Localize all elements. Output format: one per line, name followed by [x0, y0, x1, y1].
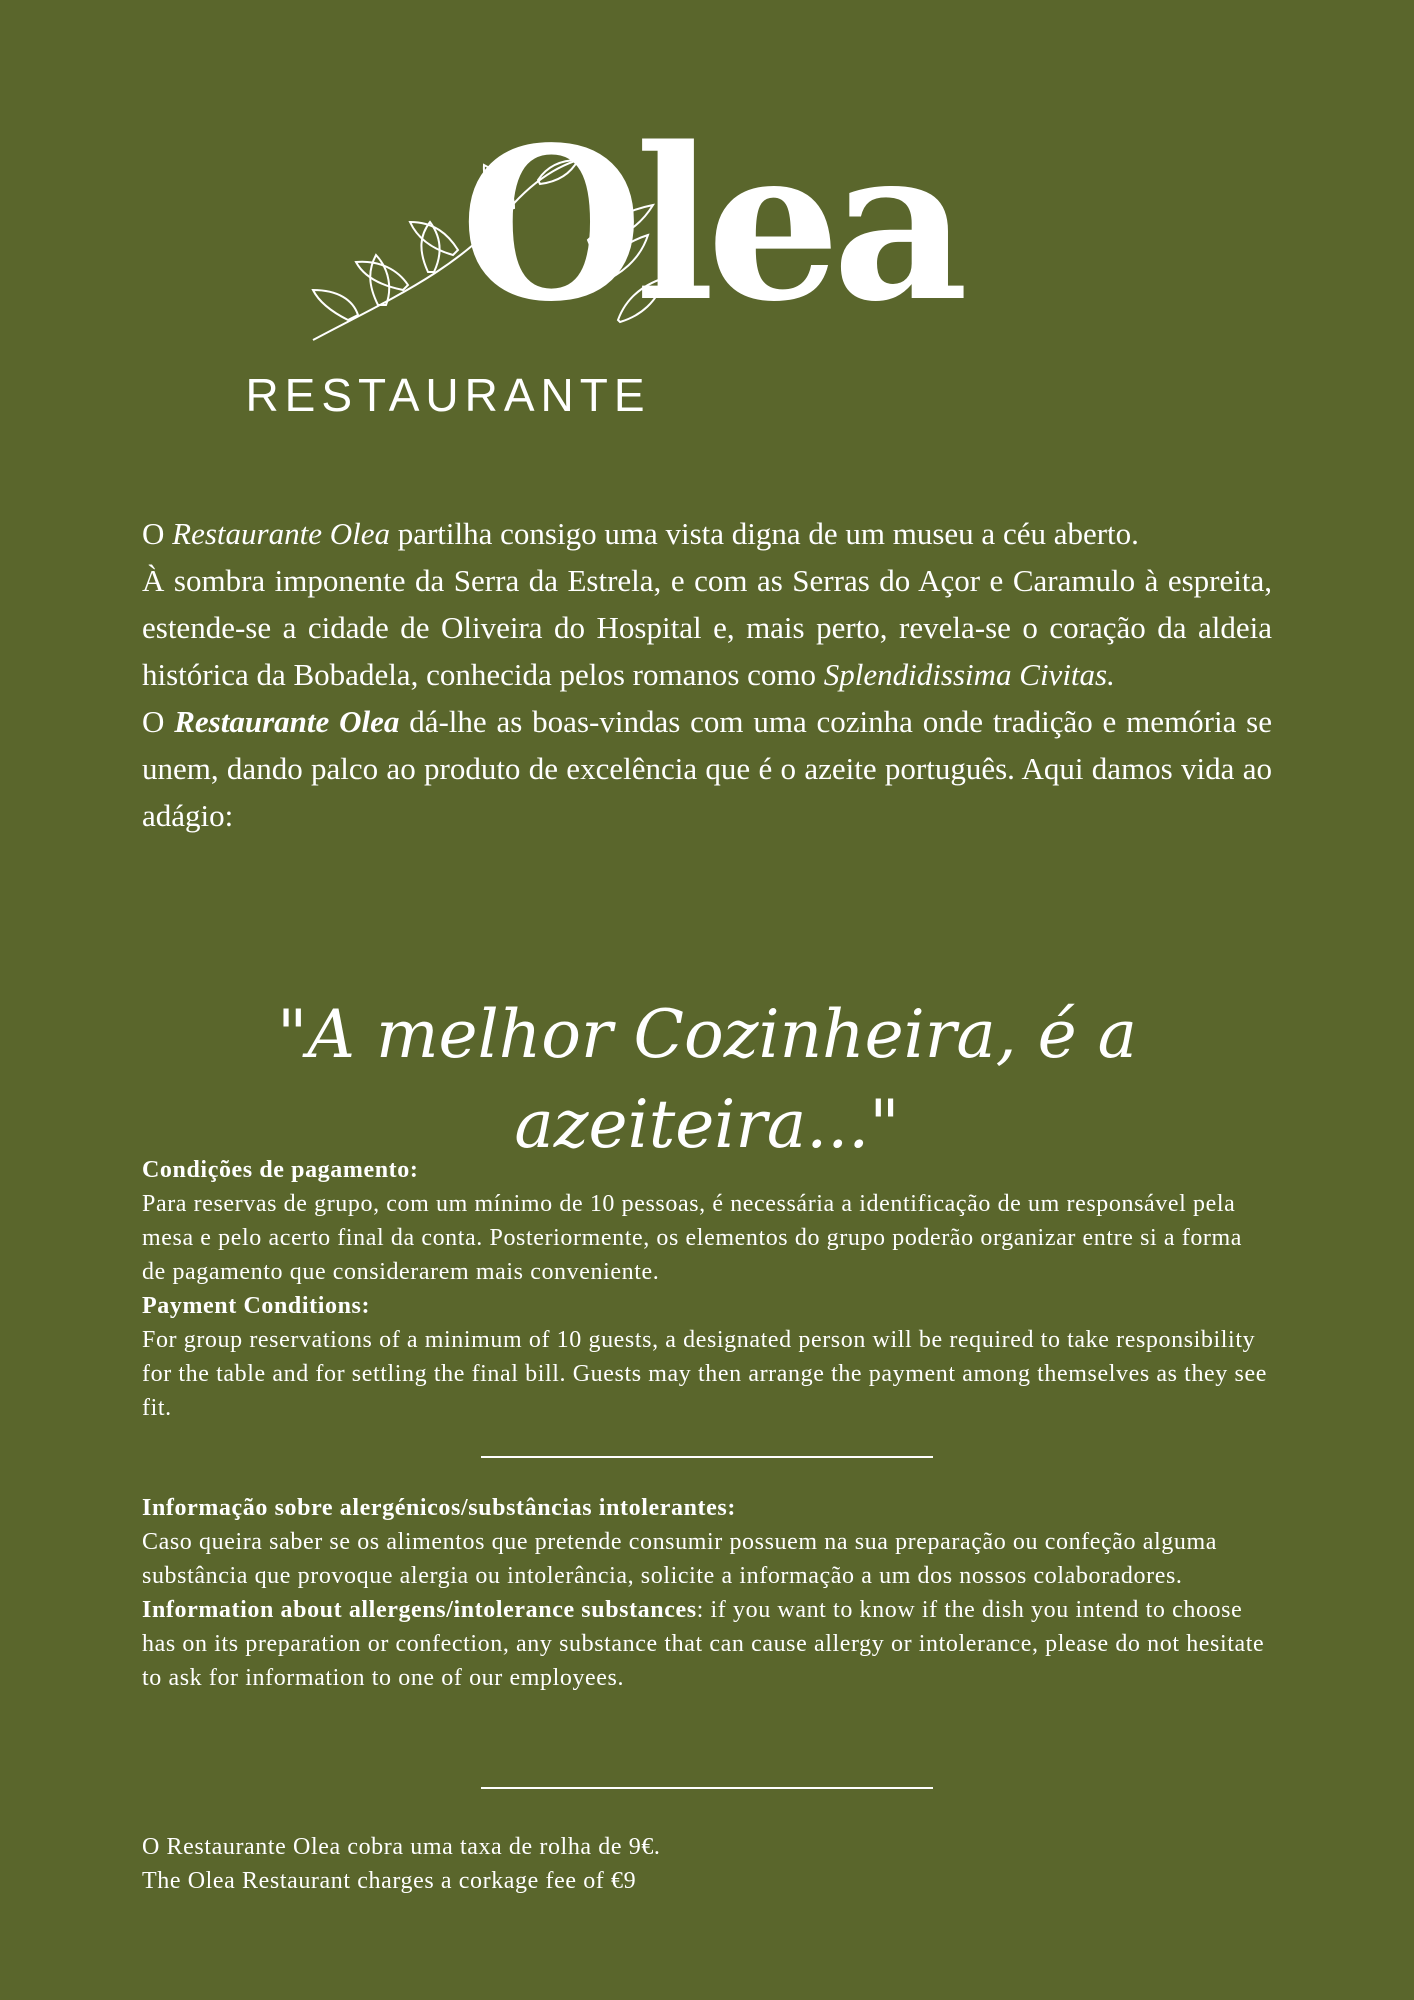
intro-p1-italic: Restaurante Olea [172, 516, 390, 551]
corkage-section [142, 1830, 1272, 1898]
allergens-pt-text: Caso queira saber se os alimentos que pretende consumir possuem na sua preparação ou confeção alguma substância que provoque alergia ou intolerância, solicite a informação a um dos nossos colaboradores. [142, 1529, 1217, 1589]
payment-en-title: Payment Conditions: [142, 1293, 371, 1319]
allergens-pt-title: Informação sobre alergénicos/substâncias intolerantes: [142, 1495, 736, 1521]
intro-p2-italic: Splendidissima Civitas. [823, 657, 1115, 692]
payment-conditions-section [142, 1153, 1272, 1425]
payment-pt-text: Para reservas de grupo, com um mínimo de 10 pessoas, é necessária a identificação de um responsável pela mesa e pelo acerto final da conta. Posteriormente, os elementos do grupo poderão organizar entre si a forma de pagamento que considerarem mais conveniente. [142, 1191, 1243, 1285]
allergens-en-title: Information about allergens/intolerance substances [142, 1597, 697, 1623]
intro-p2-a: À sombra imponente da Serra da Estrela, e com as Serras do Açor e Caramulo à espreita, estende-se a cidade de Oliveira do Hospital e, mais perto, revela-se o coração da aldeia histórica da Bobadela, conhecida pelos romanos como [142, 563, 1272, 692]
payment-pt-title: Condições de pagamento: [142, 1157, 419, 1183]
intro-paragraph-1 [142, 510, 1272, 557]
intro-p3-a: O [142, 704, 175, 739]
section-divider [481, 1787, 933, 1789]
section-divider [481, 1456, 933, 1458]
intro-paragraph-2 [142, 557, 1272, 698]
intro-p1-a: O [142, 516, 173, 551]
allergens-section [142, 1491, 1272, 1695]
corkage-en-text: The Olea Restaurant charges a corkage fee of €9 [142, 1868, 637, 1894]
olive-branch-icon [308, 150, 748, 350]
intro-text [142, 510, 1272, 839]
logo-wordmark: Olea [460, 101, 961, 348]
logo-subtitle: RESTAURANTE [245, 369, 651, 421]
corkage-pt-text: O Restaurante Olea cobra uma taxa de rolha de 9€. [142, 1834, 661, 1860]
payment-en-text: For group reservations of a minimum of 10 guests, a designated person will be required to take responsibility for the table and for settling the final bill. Guests may then arrange the payment among themselves as they see fit. [142, 1327, 1267, 1421]
allergens-en-text: : if you want to know if the dish you intend to choose has on its preparation or confection, any substance that can cause allergy or intolerance, please do not hesitate to ask for information to one of our employees. [142, 1597, 1265, 1691]
intro-p3-bold-italic: Restaurante Olea [174, 704, 400, 739]
adage-quote: "A melhor Cozinheira, é a azeiteira..." [276, 996, 1138, 1163]
intro-p3-b: dá-lhe as boas-vindas com uma cozinha onde tradição e memória se unem, dando palco ao produto de excelência que é o azeite português. Aqui damos vida ao adágio: [142, 704, 1272, 833]
intro-p1-b: partilha consigo uma vista digna de um museu a céu aberto. [389, 516, 1139, 551]
intro-paragraph-3 [142, 698, 1272, 839]
